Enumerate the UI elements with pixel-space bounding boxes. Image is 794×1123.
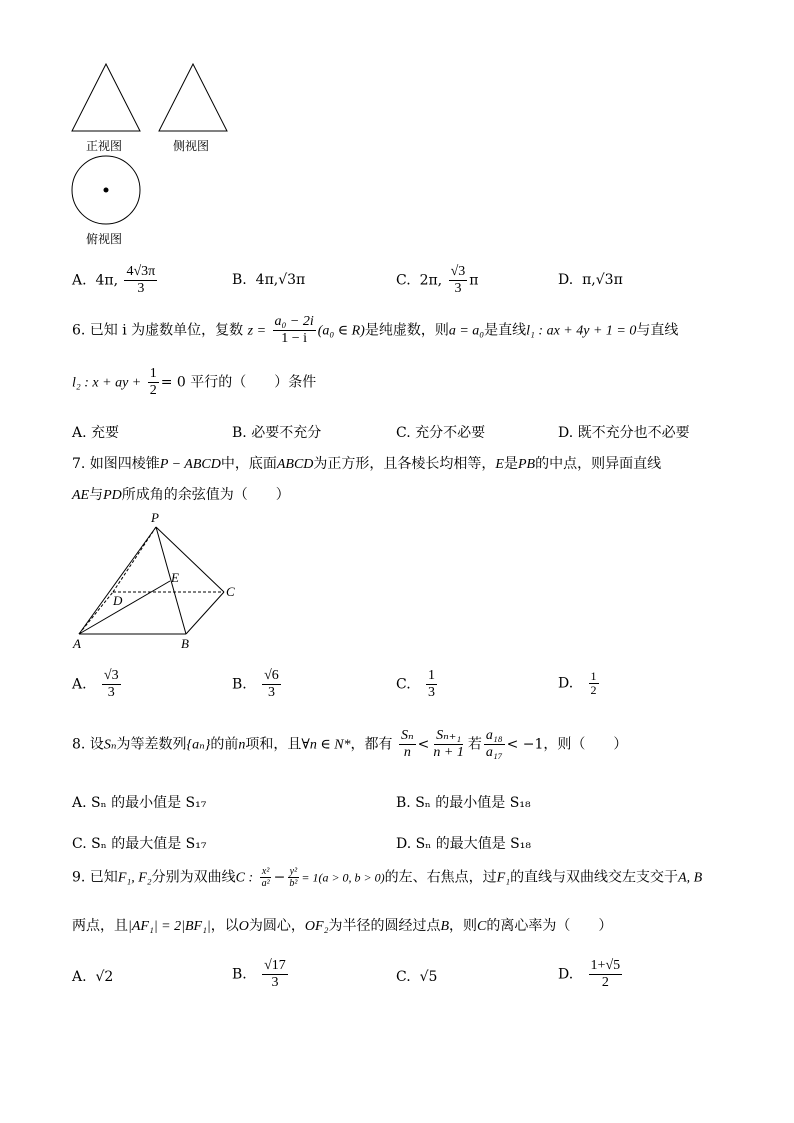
q8-option-b: B. Sₙ 的最小值是 S₁₈ (396, 795, 531, 811)
q8-option-d: D. Sₙ 的最大值是 S₁₈ (396, 836, 531, 852)
q7-option-b: B. $\frac{√6}{3}$ (232, 668, 279, 700)
point-a: A (73, 636, 81, 651)
q8-option-c: C. Sₙ 的最大值是 S₁₇ (72, 836, 207, 852)
point-p: P (151, 510, 159, 525)
q9-option-b: B. $\frac{√17}{3}$ (232, 958, 286, 990)
q7-option-a: A. $\frac{√3}{3}$ (72, 668, 119, 700)
point-c: C (226, 584, 235, 599)
q7-option-c: C. $\frac{1}{3}$ (396, 668, 436, 700)
q6-option-c: C. 充分不必要 (396, 425, 486, 441)
q9-option-a: A. √2 (72, 969, 114, 985)
q9-option-c: C. √5 (396, 969, 438, 985)
q7-option-d: D. $\frac{1}{2}$ (558, 669, 597, 697)
top-view-label: 俯视图 (86, 232, 123, 246)
q5-option-a: A. 4π, $\frac{4√3\pi}{3}$ (72, 264, 156, 296)
q9-line2: 两点，且|AF₁| = 2|BF₁|，以O为圆心，OF₂为半径的圆经过点B，则C的离心率为（ ） (72, 918, 613, 934)
q5-option-d: D. π,√3π (558, 272, 623, 288)
q6-option-b: B. 必要不充分 (232, 425, 322, 441)
q5-option-b: B. 4π,√3π (232, 272, 306, 288)
front-view-label: 正视图 (86, 139, 123, 153)
q7-line2: AE与PD所成角的余弦值为（ ） (72, 487, 290, 503)
q6-option-d: D. 既不充分也不必要 (558, 425, 690, 441)
q8-stem: 8. 设Sₙ为等差数列{aₙ}的前n项和，且∀n ∈ N*，都有 $\frac{\text{Sₙ}}{n}$ < $\frac{\text{Sₙ₊₁}}{n + 1}$ 若 $\frac{\text{a₁₈}}{\text{a₁₇}}$ < −1，则（ ） (72, 728, 628, 760)
q6-line1: 6. 已知 i 为虚数单位，复数 z = $\frac{\text{a₀ − 2i}}{1 - i}$ (a₀ ∈ R)是纯虚数，则a = a₀是直线l₁ : ax + 4y + 1 = 0与直线 (72, 314, 679, 346)
point-d: D (113, 593, 123, 608)
q7-line1: 7. 如图四棱锥P − ABCD中，底面ABCD为正方形，且各棱长均相等，E是PB的中点，则异面直线 (72, 456, 662, 472)
q9-line1: 9. 已知F₁, F₂分别为双曲线C : $\frac{\text{x²}}{\text{a²}}$ − $\frac{\text{y²}}{\text{b²}}$ = 1(a > 0, b > 0)的左、右焦点，过F₁的直线与双曲线交左支交于A, B (72, 866, 703, 889)
point-b: B (181, 636, 189, 651)
q6-option-a: A. 充要 (72, 425, 120, 441)
q6-line2: l₂ : x + ay + $\frac{1}{2}$ = 0 平行的（ ）条件 (72, 366, 317, 398)
point-e: E (171, 570, 179, 585)
q5-option-c: C. 2π, $\frac{√3}{3}$ π (396, 264, 479, 296)
side-view-label: 侧视图 (173, 139, 210, 153)
q8-option-a: A. Sₙ 的最小值是 S₁₇ (72, 795, 207, 811)
q9-option-d: D. $\frac{1+√5}{2}$ (558, 958, 621, 990)
